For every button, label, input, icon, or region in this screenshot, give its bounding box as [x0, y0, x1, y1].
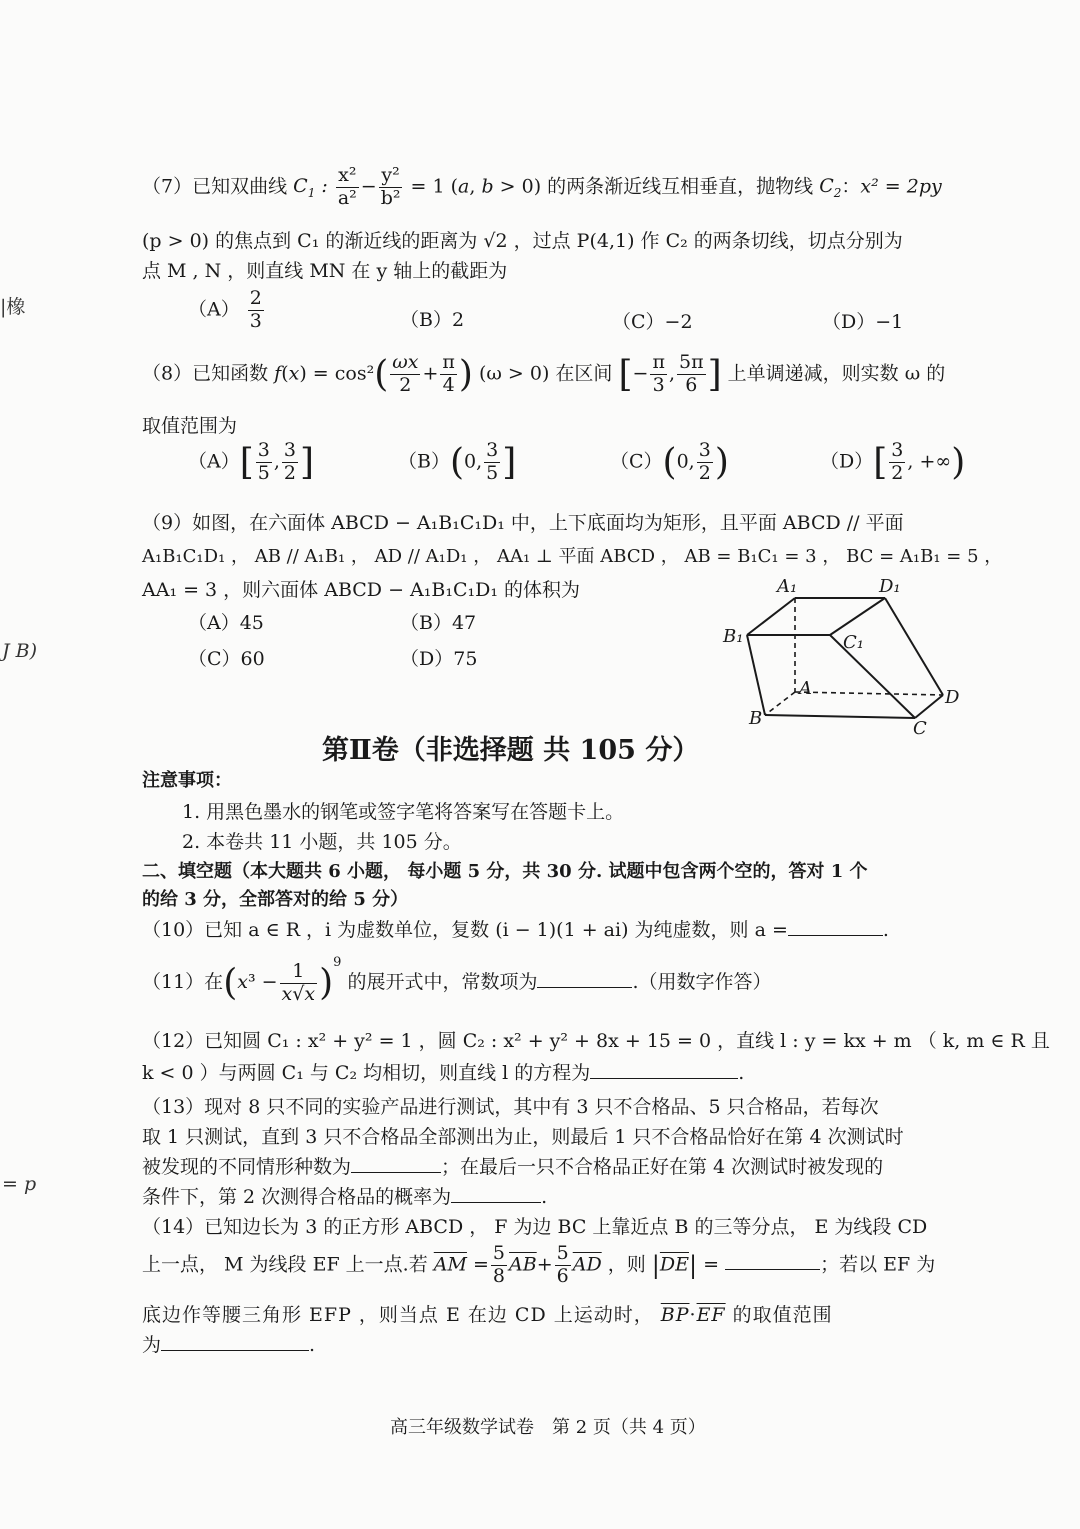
q14-text-f: 为 — [142, 1334, 162, 1356]
q11-text-c: .（用数字作答） — [632, 971, 772, 993]
q12-end: . — [738, 1062, 745, 1084]
edge-b1-b — [747, 635, 765, 715]
edge-c1-d1 — [830, 598, 885, 635]
q13-text-c: 条件下，第 2 次测得合格品的概率为 — [142, 1186, 452, 1208]
q10-end: . — [882, 919, 889, 941]
q14-text-d: 底边作等腰三角形 EFP ，则当点 E 在边 CD 上运动时， — [142, 1304, 654, 1326]
edge-a-d-hidden — [795, 692, 943, 695]
q8-option-b-label: （B） — [398, 450, 450, 473]
fill-heading-2: 的给 3 分，全部答对的给 5 分） — [142, 889, 409, 910]
q14-answer-blank-2[interactable] — [161, 1332, 309, 1351]
q7-option-a-num: 2 — [249, 287, 262, 309]
q7-option-d: （D）−1 — [822, 311, 904, 333]
edge-a-b-hidden — [765, 692, 795, 715]
q7-option-a — [188, 288, 266, 333]
q14-line-3: 底边作等腰三角形 EFP ，则当点 E 在边 CD 上运动时， $\overline{BP}\cdot\overline{EF}$ 的取值范围 — [142, 1304, 833, 1326]
q9-option-d: （D）75 — [400, 648, 478, 670]
q14-text-b: ，则 — [607, 1253, 646, 1276]
q10-answer-blank[interactable] — [788, 917, 883, 936]
q13-answer-blank-2[interactable] — [451, 1184, 541, 1203]
q9-option-b: （B）47 — [400, 612, 477, 634]
q7-option-c: （C）−2 — [612, 311, 693, 333]
q14-answer-blank-1[interactable] — [725, 1251, 820, 1270]
q14-line-4 — [142, 1330, 315, 1357]
q9-option-c: （C）60 — [188, 648, 265, 670]
q11-text-a: （11）在 — [142, 971, 224, 993]
q13-line-1: （13）现对 8 只不同的实验产品进行测试，其中有 3 只不合格品、5 只合格品，若每次 — [142, 1096, 879, 1118]
fill-heading-1: 二、填空题（本大题共 6 小题， 每小题 5 分，共 30 分. 试题中包含两个空的，答对 1 个 — [142, 861, 868, 882]
q12-line-1: （12）已知圆 C₁ : x² + y² = 1 ，圆 C₂ : x² + y² + 8x + 15 = 0 ，直线 l : y = kx + m （ k, m ∈ R 且 — [142, 1030, 1050, 1052]
q14-text-e: 的取值范围 — [732, 1304, 833, 1326]
q14-line-1: （14）已知边长为 3 的正方形 ABCD ， F 为边 BC 上靠近点 B 的三等分点， E 为线段 CD — [142, 1216, 928, 1238]
q7-option-a-den: 3 — [249, 309, 262, 332]
q8-line-2: 取值范围为 — [142, 415, 238, 437]
edge-fragment-3: = p — [2, 1173, 37, 1195]
q7-option-a-label: （A） — [188, 298, 240, 321]
q11-answer-blank[interactable] — [537, 969, 632, 988]
q14-line-2: 上一点， M 为线段 EF 上一点.若 $\overline{AM}$ = $\frac{5}{8}$ $\overline{AB}+$ $\frac{5}{6}$ $\overline{AD}$ ，则 $|\overline{DE}|$ = ；若以 EF 为 — [142, 1242, 936, 1287]
q11-line: （11）在(x³ − $\frac{1}{x√x}$ )$^9$ 的展开式中，常数项为 .（用数字作答） — [142, 955, 772, 1005]
q8-option-c: （C）(0, $\frac{3}{2}$ ) — [610, 439, 729, 484]
q7-parabola: x² = 2py — [860, 175, 942, 198]
label-a: A — [799, 678, 812, 699]
q8-option-b: （B）(0, $\frac{3}{5}$ ] — [398, 439, 517, 484]
q8-option-d-label: （D） — [820, 450, 874, 473]
edge-fragment-2: J B) — [2, 640, 38, 662]
q10-line — [142, 915, 889, 942]
q13-line-3 — [142, 1152, 883, 1179]
q8-option-c-label: （C） — [610, 450, 663, 473]
q13-answer-blank-1[interactable] — [351, 1154, 441, 1173]
edge-fragment-1: |橡 — [0, 296, 26, 318]
section-2-title: 第Ⅱ卷（非选择题 共 105 分） — [322, 735, 700, 766]
label-b: B — [749, 708, 763, 729]
q8-option-a: （A）[ $\frac{3}{5}$ , $\frac{3}{2}$ ] — [188, 439, 315, 484]
q10-text: （10）已知 a ∈ R ，i 为虚数单位，复数 (i − 1)(1 + ai) 为纯虚数，则 a = — [142, 919, 788, 941]
q14-text-c: ；若以 EF 为 — [820, 1253, 936, 1276]
q8-text-a: （8）已知函数 — [142, 362, 269, 385]
edge-c-d — [915, 695, 943, 718]
q7-text-b: 的两条渐近线互相垂直，抛物线 — [547, 175, 814, 198]
edge-a1-b1 — [747, 598, 795, 635]
label-a1: A₁ — [777, 576, 798, 597]
q8-line-1: （8）已知函数 f(x) = cos²( $\frac{\omega x}{2}$ + $\frac{\pi}{4}$ ) (ω > 0) 在区间 [− $\frac{\pi}{3}$ , $\frac{5\pi}{6}$ ] 上单调递减，则实数 ω 的 — [142, 351, 946, 396]
q13-text-b: ；在最后一只不合格品正好在第 4 次测试时被发现的 — [441, 1156, 884, 1178]
q9-line-2: A₁B₁C₁D₁ ， AB // A₁B₁ ， AD // A₁D₁ ， AA₁ ⊥ 平面 ABCD ， AB = B₁C₁ = 3 ， BC = A₁B₁ = 5 ， — [142, 546, 1003, 567]
q13-line-2: 取 1 只测试，直到 3 只不合格品全部测出为止，则最后 1 只不合格品恰好在第 4 次测试时 — [142, 1126, 904, 1148]
q8-option-d: （D）[ $\frac{3}{2}$ , +∞) — [820, 439, 966, 484]
q7-text-a: （7）已知双曲线 — [142, 175, 288, 198]
q7-line-1: （7）已知双曲线 $C_1$ : $\frac{\text{x²}}{\text{a²}}$ − $\frac{\text{y²}}{\text{b²}}$ = 1 (a, b > 0) 的两条渐近线互相垂直，抛物线 $C_2$：x² = 2py — [142, 164, 942, 209]
q13-end: . — [541, 1186, 548, 1208]
q12-answer-blank[interactable] — [590, 1060, 738, 1079]
q13-text-a: 被发现的不同情形种数为 — [142, 1156, 352, 1178]
q7-option-b: （B）2 — [400, 309, 465, 331]
q8-text-b: (ω > 0) 在区间 — [478, 362, 613, 385]
label-c1: C₁ — [843, 632, 864, 653]
edge-b-c — [765, 715, 915, 718]
q7-line-2: (p > 0) 的焦点到 C₁ 的渐近线的距离为 √2 ，过点 P(4,1) 作 C₂ 的两条切线，切点分别为 — [142, 230, 903, 252]
hexahedron-figure — [715, 570, 965, 740]
notice-2: 2. 本卷共 11 小题，共 105 分。 — [182, 831, 462, 853]
q9-line-1: （9）如图，在六面体 ABCD − A₁B₁C₁D₁ 中，上下底面均为矩形，且平面 ABCD // 平面 — [142, 512, 904, 534]
q8-text-c: 上单调递减，则实数 ω 的 — [727, 362, 946, 385]
page-footer: 高三年级数学试卷 第 2 页（共 4 页） — [390, 1417, 706, 1438]
q12-line-2 — [142, 1058, 744, 1085]
q7-line-3: 点 M , N ，则直线 MN 在 y 轴上的截距为 — [142, 260, 508, 282]
q9-line-3: AA₁ = 3 ，则六面体 ABCD − A₁B₁C₁D₁ 的体积为 — [142, 579, 580, 601]
label-d: D — [945, 687, 960, 708]
q13-line-4 — [142, 1182, 547, 1209]
q14-text-a: 上一点， M 为线段 EF 上一点.若 — [142, 1253, 428, 1276]
q9-option-a: （A）45 — [188, 612, 264, 634]
q12-text: k < 0 ）与两圆 C₁ 与 C₂ 均相切，则直线 l 的方程为 — [142, 1062, 591, 1084]
notice-1: 1. 用黑色墨水的钢笔或签字笔将答案写在答题卡上。 — [182, 801, 625, 823]
notice-heading: 注意事项： — [142, 770, 232, 791]
label-b1: B₁ — [723, 626, 744, 647]
edge-d1-d — [885, 598, 943, 695]
label-d1: D₁ — [879, 576, 901, 597]
q14-end: . — [309, 1334, 316, 1356]
q8-option-a-label: （A） — [188, 450, 240, 473]
label-c: C — [913, 718, 927, 739]
q11-text-b: 的展开式中，常数项为 — [347, 971, 538, 993]
